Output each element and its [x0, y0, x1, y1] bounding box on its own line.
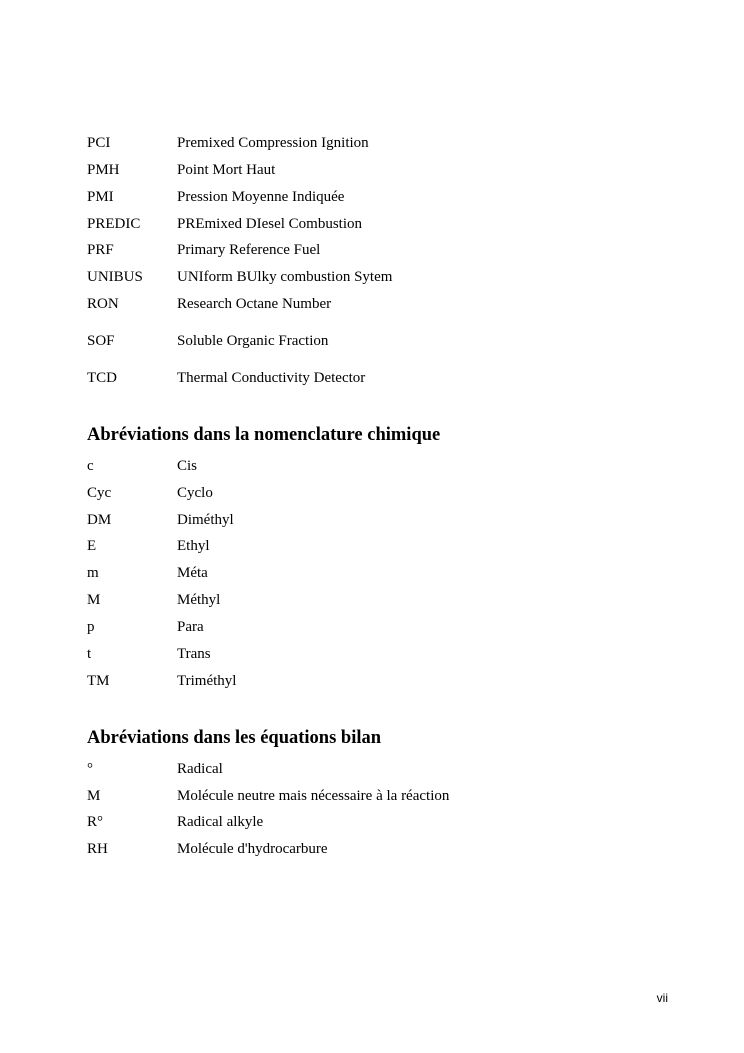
definition: Diméthyl	[177, 512, 234, 528]
abbreviation: c	[87, 458, 94, 474]
definition: Premixed Compression Ignition	[177, 135, 369, 151]
definition: Molécule d'hydrocarbure	[177, 841, 328, 857]
abbreviation: p	[87, 619, 95, 635]
definition: Para	[177, 619, 204, 635]
section-heading-chemical-nomenclature: Abréviations dans la nomenclature chimique	[87, 425, 441, 445]
definition: Cis	[177, 458, 198, 474]
abbreviation: E	[87, 538, 97, 554]
definition: PREmixed DIesel Combustion	[177, 216, 362, 232]
abbreviation: PRF	[87, 242, 114, 258]
abbreviation: °	[87, 761, 93, 777]
page-number: vii	[656, 991, 668, 1005]
definition: Méthyl	[177, 592, 221, 608]
definition: Research Octane Number	[177, 296, 332, 312]
abbreviation: t	[87, 646, 92, 662]
abbreviation: PREDIC	[87, 216, 141, 232]
abbreviation: TCD	[87, 370, 117, 386]
abbreviation: RON	[87, 296, 119, 312]
abbreviation: R°	[87, 814, 104, 830]
abbreviation: PCI	[87, 135, 111, 151]
definition: Molécule neutre mais nécessaire à la réaction	[177, 788, 450, 804]
abbreviation: UNIBUS	[87, 269, 143, 285]
abbreviation: RH	[87, 841, 108, 857]
abbreviation: M	[87, 788, 101, 804]
abbreviation: TM	[87, 673, 110, 689]
definition: Triméthyl	[177, 673, 237, 689]
abbreviation: SOF	[87, 333, 115, 349]
definition: Méta	[177, 565, 208, 581]
section-heading-balance-equations: Abréviations dans les équations bilan	[87, 728, 382, 748]
definition: Cyclo	[177, 485, 213, 501]
abbreviation: DM	[87, 512, 112, 528]
definition: Trans	[177, 646, 211, 662]
definition: UNIform BUlky combustion Sytem	[177, 269, 393, 285]
definition: Thermal Conductivity Detector	[177, 370, 366, 386]
abbreviation: m	[87, 565, 99, 581]
abbreviation: M	[87, 592, 101, 608]
definition: Soluble Organic Fraction	[177, 333, 329, 349]
definition: Radical	[177, 761, 223, 777]
abbreviation: PMI	[87, 189, 114, 205]
definition: Pression Moyenne Indiquée	[177, 189, 345, 205]
definition: Primary Reference Fuel	[177, 242, 321, 258]
definition: Ethyl	[177, 538, 210, 554]
definition: Radical alkyle	[177, 814, 264, 830]
definition: Point Mort Haut	[177, 162, 276, 178]
abbreviation: Cyc	[87, 485, 112, 501]
abbreviation: PMH	[87, 162, 120, 178]
